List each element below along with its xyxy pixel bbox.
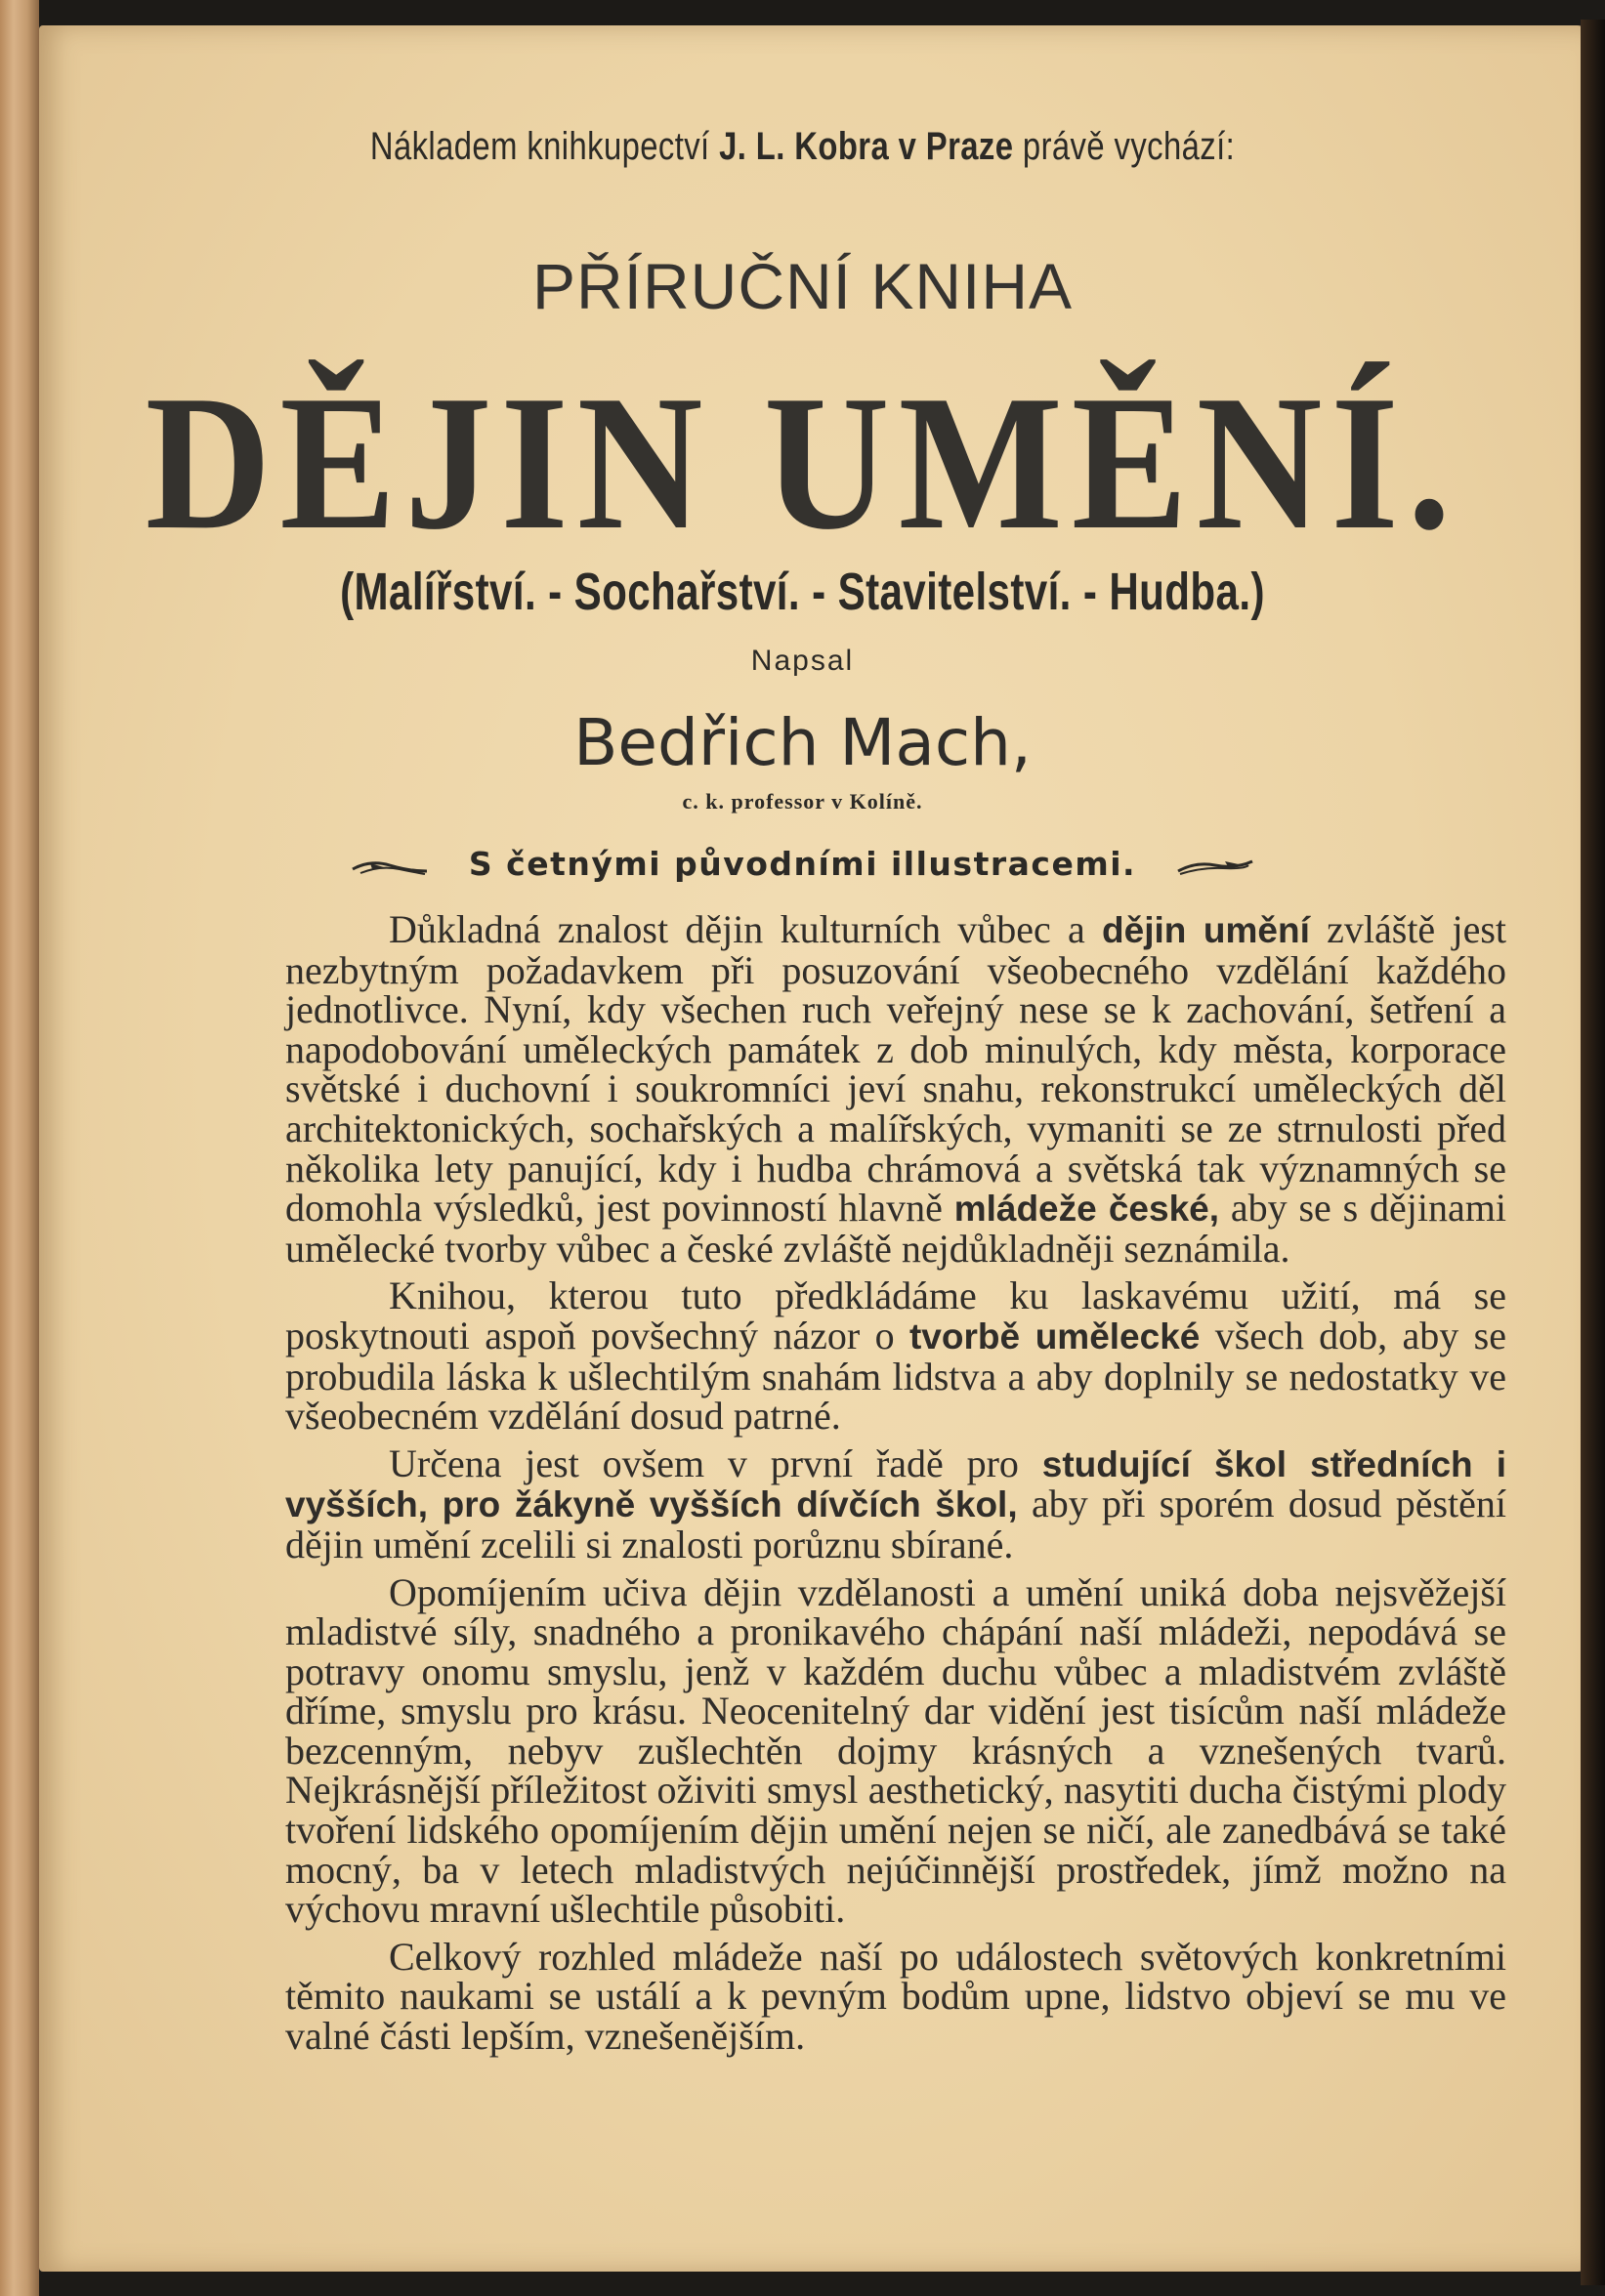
- paragraph-5: Celkový rozhled mládeže naší po událostech světových konkretními těmito naukami se ustálí a k pevným bodům upne, lidstvo objeví se mu ve valné části lepším, vznešenějším.: [285, 1934, 1506, 2059]
- paragraph-4: Opomíjením učiva dějin vzdělanosti a umění uniká doba nejsvěžejší mladistvé síly, snadného a pronikavého chápání naší mládeži, nepodává se potravy onomu smyslu, jenž v každém duchu vůbec a mladistvém zvláště dříme, smyslu pro krásu. Neocenitelný dar vidění jest tisícům naší mládeže bezcenným, nebyv zušlechtěn dojmy krásných a vznešených tvarů. Nejkrásnější příležitost oživiti smysl aesthetický, nasytiti ducha čistými plody tvoření lidského opomíjením dějin umění nejen se ničí, ale zanedbává se také mocný, ba v letech mladistvých nejúčinnější prostředek, jímž možno na výchovu mravní ušlechtile působiti.: [285, 1569, 1506, 1932]
- paragraph-1-emphasis-2: mládeže české,: [953, 1189, 1220, 1230]
- paragraph-1-text-c: zvláště jest nezbytným požadavkem při posuzování všeobecného vzdělání každého jednotlivce. Nyní, kdy všechen ruch veřejný nese se k zachování, šetření a napodobování uměleckých památek z dob minulých, kdy města, korporace světské i duchovní i soukromníci jeví snahu, rekonstrukcí uměleckých děl architektonických, sochařských a malířských, vymaniti se ze strnulosti před několika lety panující, kdy i hudba chrámová a světská tak významných se domohla výsledků, jest povinností hlavně: [285, 907, 1506, 1231]
- author-role: c. k. professor v Kolíně.: [682, 789, 923, 814]
- subtitle: (Malířství. - Sochařství. - Stavitelství. - Hudba.): [340, 563, 1265, 621]
- paragraph-2-text-c: všech dob, aby se probudila láska k ušlechtilým snahám lidstva a aby doplnily se nedostatky ve všeobecném vzdělání dosud patrné.: [285, 1313, 1506, 1439]
- publisher-suffix: právě vychází:: [1022, 125, 1236, 168]
- paragraph-3-text-a: Určena jest ovšem v první řadě pro: [389, 1440, 1042, 1485]
- body-text: [285, 907, 1507, 2065]
- right-ornament-icon: [1176, 856, 1254, 877]
- paragraph-1-emphasis-1: dějin umění: [1102, 910, 1310, 950]
- paragraph-3-text-c: aby při sporém dosud pěstění dějin umění zcelili si znalosti porůznu sbírané.: [285, 1482, 1507, 1566]
- paragraph-1-text-a: Důkladná znalost dějin kulturních vůbec a: [389, 907, 1103, 951]
- napsal-label: Napsal: [750, 645, 855, 677]
- paragraph-3: [285, 1440, 1507, 1566]
- paragraph-2-text-a: Knihou, kterou tuto předkládáme ku laskavému užití, má se poskytnouti aspoň povšechný názor o: [285, 1273, 1506, 1357]
- paragraph-1-text-e: aby se s dějinami umělecké tvorby vůbec a české zvláště nejdůkladněji seznámila.: [285, 1186, 1506, 1271]
- publisher-line: [145, 125, 1460, 169]
- paragraph-1: [285, 907, 1506, 1271]
- paragraph-3-emphasis: studující škol středních i vyšších, pro žákyně vyšších dívčích škol,: [285, 1443, 1507, 1525]
- author-name: Bedřich Mach,: [573, 705, 1032, 780]
- left-ornament-icon: [351, 856, 429, 877]
- illustrations-note: S četnými původními illustracemi.: [468, 845, 1137, 883]
- illustrations-note-row: [0, 845, 1605, 883]
- publisher-prefix: Nákladem knihkupectví: [369, 125, 710, 168]
- title-small: PŘÍRUČNÍ KNIHA: [531, 250, 1074, 322]
- paragraph-2: [285, 1273, 1506, 1439]
- publisher-name: J. L. Kobra v Praze: [719, 125, 1014, 168]
- title-big: DĚJIN UMĚNÍ.: [145, 355, 1460, 569]
- paragraph-2-emphasis: tvorbě umělecké: [908, 1315, 1201, 1357]
